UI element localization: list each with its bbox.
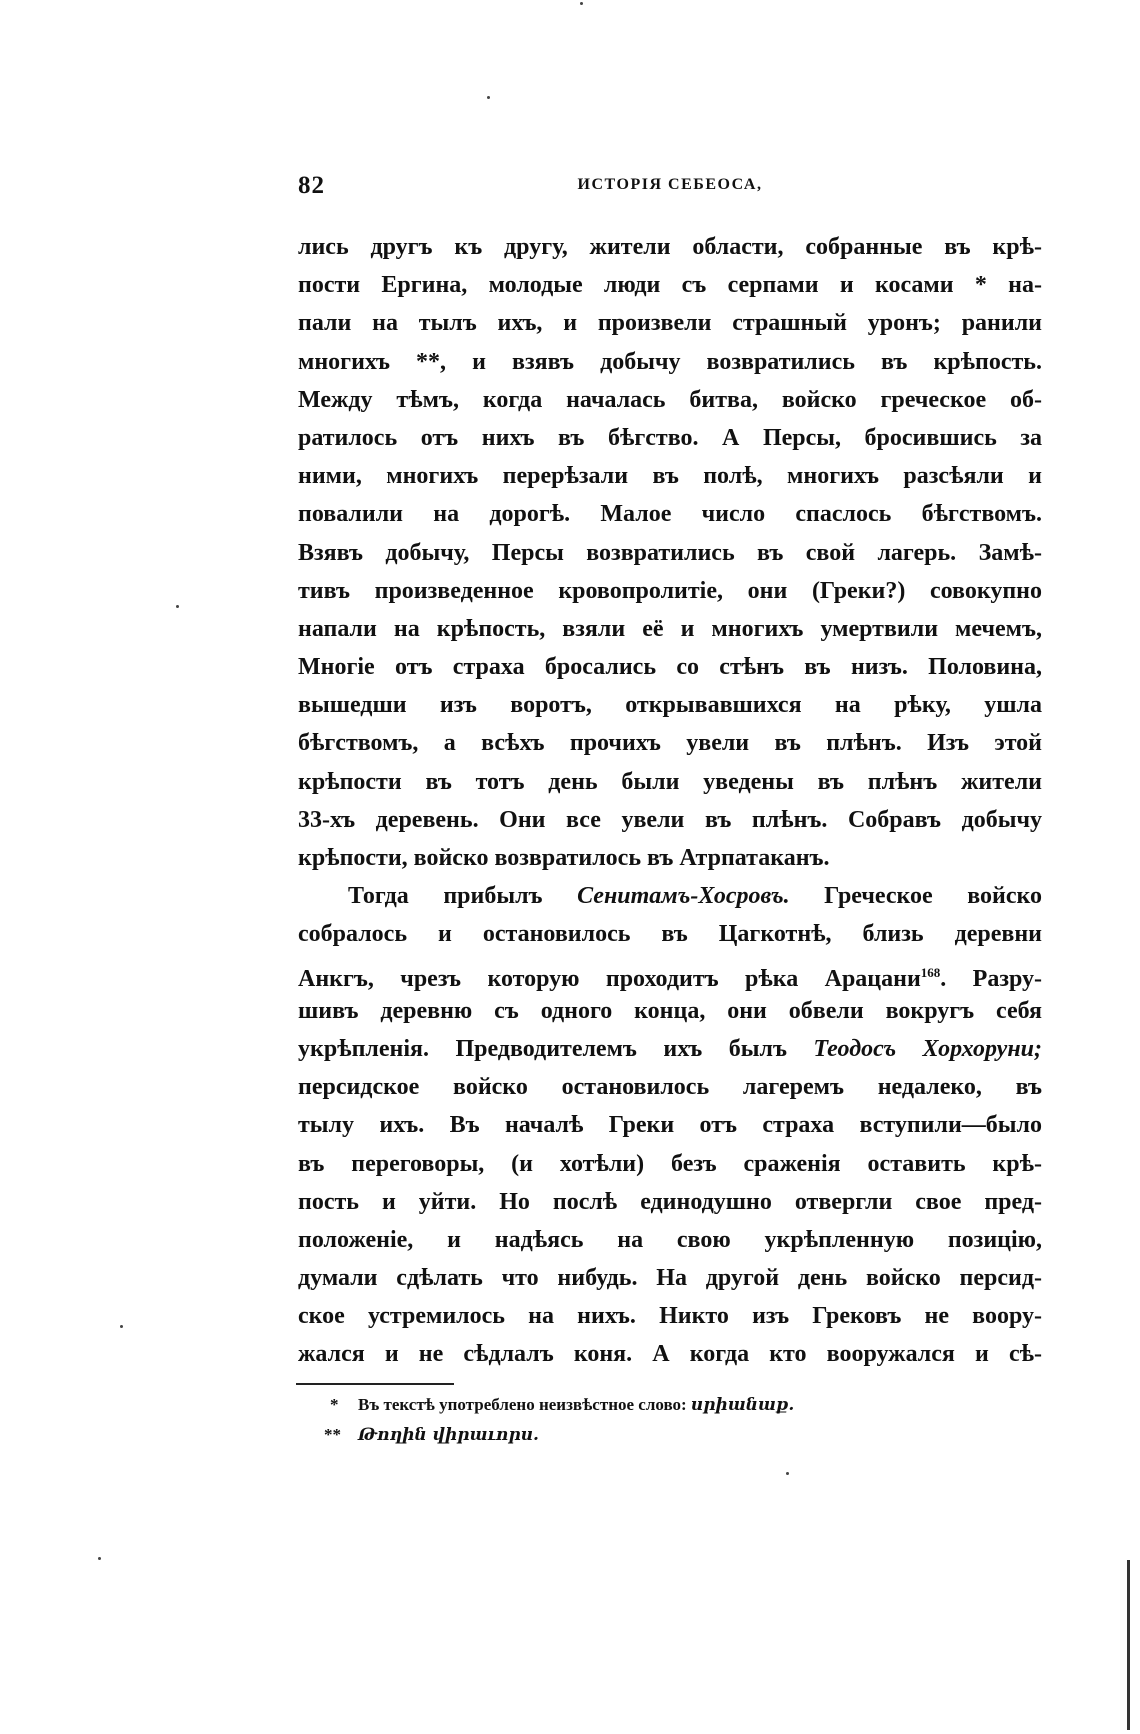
paragraph-line: пость и уйти. Но послѣ единодушно отвергли свое пред- bbox=[298, 1188, 1042, 1215]
text-line: лись другъ къ другу, жители области, собранные въ крѣ- bbox=[298, 234, 1042, 260]
text-line: ними, многихъ перерѣзали въ полѣ, многихъ разсѣяли и bbox=[298, 463, 1042, 490]
footnote-mark: * bbox=[330, 1395, 339, 1414]
text-line: 33-хъ деревень. Они все увели въ плѣнъ. Собравъ добычу bbox=[298, 806, 1042, 833]
text-line: повалили на дорогѣ. Малое число спаслось бѣгствомъ. bbox=[298, 501, 1042, 528]
paragraph-line: собралось и остановилось въ Цагкотнѣ, близь деревни bbox=[298, 921, 1042, 948]
paper-speck bbox=[580, 2, 583, 5]
main-text bbox=[298, 228, 1042, 1374]
armenian-word: սրիանաք. bbox=[690, 1395, 795, 1415]
text-line: Между тѣмъ, когда началась битва, войско греческое об- bbox=[298, 386, 1042, 413]
paragraph-line: положеніе, и надѣясь на свою укрѣпленную позицію, bbox=[298, 1226, 1042, 1253]
text-run: укрѣпленія. Предводителемъ ихъ былъ bbox=[298, 1035, 814, 1062]
text-line: тивъ произведенное кровопролитіе, они (Греки?) совокупно bbox=[298, 577, 1042, 604]
text-line: Многіе отъ страха бросались со стѣнъ въ низъ. Половина, bbox=[298, 654, 1042, 681]
paper-speck bbox=[98, 1557, 101, 1560]
text-run: Тогда прибылъ bbox=[348, 883, 578, 910]
note-reference: 168 bbox=[920, 964, 941, 980]
paragraph-line: въ переговоры, (и хотѣли) безъ сраженія оставить крѣ- bbox=[298, 1150, 1042, 1177]
footnote-text: Въ текстѣ употреблено неизвѣстное слово: bbox=[358, 1395, 687, 1414]
paragraph-line: тылу ихъ. Въ началѣ Греки отъ страха вступили—было bbox=[298, 1112, 1042, 1139]
person-name: Сенитамъ-Хосровъ. bbox=[577, 883, 790, 910]
text-run: Греческое войско bbox=[789, 883, 1042, 910]
paragraph-line bbox=[298, 877, 1042, 915]
text-line: пости Ергина, молодые люди съ серпами и косами * на- bbox=[298, 272, 1042, 299]
text-line: вышедши изъ воротъ, открывавшихся на рѣку, ушла bbox=[298, 692, 1042, 719]
footnote-divider bbox=[296, 1383, 454, 1385]
text-line: ратилось отъ нихъ въ бѣгство. А Персы, бросившись за bbox=[298, 424, 1042, 451]
page-edge-shadow bbox=[1127, 1560, 1130, 1730]
text-line: бѣгствомъ, а всѣхъ прочихъ увели въ плѣнъ. Изъ этой bbox=[298, 730, 1042, 757]
text-line: Взявъ добычу, Персы возвратились въ свой лагерь. Замѣ- bbox=[298, 539, 1042, 566]
footnotes bbox=[324, 1390, 1030, 1450]
person-name: Теодосъ Хорхоруни; bbox=[813, 1035, 1042, 1062]
armenian-phrase: Թողին վիրաւորս. bbox=[358, 1425, 539, 1445]
page-header bbox=[298, 172, 1042, 212]
footnote-mark: ** bbox=[324, 1425, 341, 1444]
paper-speck bbox=[176, 605, 179, 608]
paper-speck bbox=[120, 1325, 123, 1328]
footnote bbox=[324, 1420, 1030, 1450]
text-line: напали на крѣпость, взяли её и многихъ умертвили мечемъ, bbox=[298, 615, 1042, 642]
text-line: крѣпости, войско возвратилось въ Атрпатаканъ. bbox=[298, 845, 830, 871]
text-line: пали на тылъ ихъ, и произвели страшный уронъ; ранили bbox=[298, 310, 1042, 337]
paragraph-line: думали сдѣлать что нибудь. На другой день войско персид- bbox=[298, 1265, 1042, 1292]
text-line: многихъ **, и взявъ добычу возвратились въ крѣпость. bbox=[298, 348, 1042, 375]
paragraph-line: шивъ деревню съ одного конца, они обвели вокругъ себя bbox=[298, 997, 1042, 1024]
paragraph-line: ское устремилось на нихъ. Никто изъ Грековъ не воору- bbox=[298, 1303, 1042, 1330]
footnote bbox=[330, 1390, 1030, 1420]
page-number: 82 bbox=[298, 172, 325, 199]
paragraph-line bbox=[298, 954, 1042, 992]
paragraph-line: жался и не сѣдлалъ коня. А когда кто вооружался и сѣ- bbox=[298, 1341, 1042, 1368]
paragraph-line bbox=[298, 1030, 1042, 1068]
running-title: ИСТОРІЯ СЕБЕОСА, bbox=[577, 176, 763, 193]
paragraph-line: персидское войско остановилось лагеремъ недалеко, въ bbox=[298, 1074, 1042, 1101]
text-run: Анкгъ, чрезъ которую проходитъ рѣка Арацани bbox=[298, 965, 921, 992]
text-run: . Разру- bbox=[940, 965, 1043, 992]
text-line: крѣпости въ тотъ день были уведены въ плѣнъ жители bbox=[298, 768, 1042, 795]
paper-speck bbox=[786, 1472, 789, 1475]
paper-speck bbox=[487, 96, 490, 99]
